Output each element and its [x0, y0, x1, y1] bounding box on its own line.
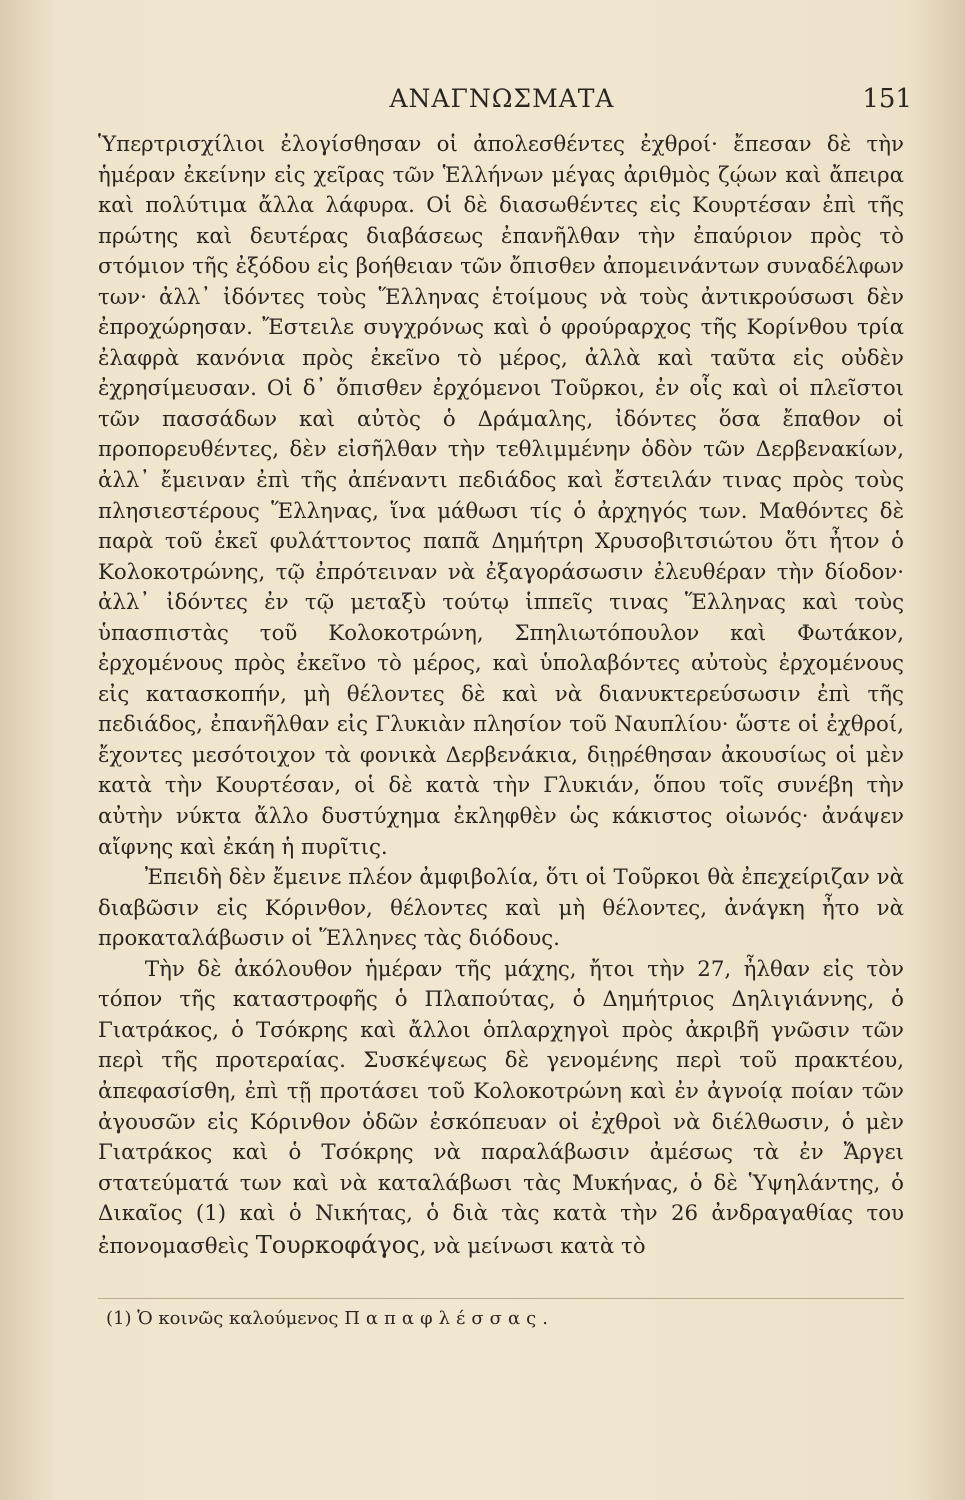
footnote: [106, 1306, 906, 1332]
paragraph-1: Ὑπερτρισχίλιοι ἐλογίσθησαν οἱ ἀπολεσθέντες ἐχθροί· ἔπεσαν δὲ τὴν ἡμέραν ἐκείνην εἰς χεῖρας τῶν Ἑλλήνων μέγας ἀριθμὸς ζῴων καὶ ἄπειρα καὶ πολύτιμα ἄλλα λάφυρα. Οἱ δὲ διασωθέντες εἰς Κουρτέσαν ἐπὶ τῆς πρώτης καὶ δευτέρας διαβάσεως ἐπανῆλθαν τὴν ἐπαύριον πρὸς τὸ στόμιον τῆς ἐξόδου εἰς βοήθειαν τῶν ὄπισθεν ἀπομεινάντων συναδέλφων των· ἀλλ᾽ ἰδόντες τοὺς Ἕλληνας ἑτοίμους νὰ τοὺς ἀντικρούσωσι δὲν ἐπροχώρησαν. Ἔστειλε συγχρόνως καὶ ὁ φρούραρχος τῆς Κορίνθου τρία ἐλαφρὰ κανόνια πρὸς ἐκεῖνο τὸ μέρος, ἀλλὰ καὶ ταῦτα εἰς οὐδὲν ἐχρησίμευσαν. Οἱ δ᾽ ὄπισθεν ἐρχόμενοι Τοῦρκοι, ἐν οἷς καὶ οἱ πλεῖστοι τῶν πασσάδων καὶ αὐτὸς ὁ Δράμαλης, ἰδόντες ὅσα ἔπαθον οἱ προπορευθέντες, δὲν εἰσῆλθαν τὴν τεθλιμμένην ὁδὸν τῶν Δερβενακίων, ἀλλ᾽ ἔμειναν ἐπὶ τῆς ἀπέναντι πεδιάδος καὶ ἔστειλάν τινας πρὸς τοὺς πλησιεστέρους Ἕλληνας, ἵνα μάθωσι τίς ὁ ἀρχηγός των. Μαθόντες δὲ παρὰ τοῦ ἐκεῖ φυλάττοντος παπᾶ Δημήτρη Χρυσοβιτσιώτου ὅτι ἦτον ὁ Κολοκοτρώνης, τῷ ἐπρότειναν νὰ ἐξαγοράσωσιν ἐλευθέραν τὴν δίοδον· ἀλλ᾽ ἰδόντες ἐν τῷ μεταξὺ τούτῳ ἱππεῖς τινας Ἕλληνας καὶ τοὺς ὑπασπιστὰς τοῦ Κολοκοτρώνη, Σπηλιωτόπουλον καὶ Φωτάκον, ἐρχομένους πρὸς ἐκεῖνο τὸ μέρος, καὶ ὑπολαβόντες αὐτοὺς ἐρχομένους εἰς κατασκοπήν, μὴ θέλοντες δὲ καὶ νὰ διανυκτερεύσωσιν ἐπὶ τῆς πεδιάδος, ἐπανῆλθαν εἰς Γλυκιὰν πλησίον τοῦ Ναυπλίου· ὥστε οἱ ἐχθροί, ἔχοντες μεσότοιχον τὰ φονικὰ Δερβενάκια, διῃρέθησαν ἀκουσίως οἱ μὲν κατὰ τὴν Κουρτέσαν, οἱ δὲ κατὰ τὴν Γλυκιάν, ὅπου τοῖς συνέβη τὴν αὐτὴν νύκτα ἄλλο δυστύχημα ἐκληφθὲν ὡς κάκιστος οἰωνός· ἀνάψεν αἴφνης καὶ ἐκάη ἡ πυρῖτις.: [98, 132, 904, 860]
footnote-name: Παπαφλέσσας.: [344, 1308, 554, 1329]
paragraph-3-text: Τὴν δὲ ἀκόλουθον ἡμέραν τῆς μάχης, ἤτοι τὴν 27, ἦλθαν εἰς τὸν τόπον τῆς καταστροφῆς ὁ Πλαπούτας, ὁ Δημήτριος Δηλιγιάννης, ὁ Γιατράκος, ὁ Τσόκρης καὶ ἄλλοι ὁπλαρχηγοὶ πρὸς ἀκριβῆ γνῶσιν τῶν περὶ τῆς προτεραίας. Συσκέψεως δὲ γενομένης περὶ τοῦ πρακτέου, ἀπεφασίσθη, ἐπὶ τῇ προτάσει τοῦ Κολοκοτρώνη καὶ ἐν ἀγνοίᾳ ποίαν τῶν ἀγουσῶν εἰς Κόρινθον ὁδῶν ἐσκόπευαν οἱ ἐχθροὶ νὰ διέλθωσιν, ὁ μὲν Γιατράκος καὶ ὁ Τσόκρης νὰ παραλάβωσιν ἀμέσως τὰ ἐν Ἄργει στατεύματά των καὶ νὰ καταλάβωσι τὰς Μυκήνας, ὁ δὲ Ὑψηλάντης, ὁ Δικαῖος (1) καὶ ὁ Νικήτας, ὁ διὰ τὰς κατὰ τὴν 26 ἀνδραγαθίας του ἐπονομασθεὶς: [98, 956, 904, 1259]
page-number: 151: [862, 84, 912, 114]
paragraph-3: [98, 955, 904, 1262]
footnote-divider: [98, 1298, 904, 1299]
footnote-text: Ὁ κοινῶς καλούμενος: [137, 1308, 339, 1329]
paragraph-3-tail: , νὰ μείνωσι κατὰ τὸ: [419, 1233, 646, 1259]
running-title: ΑΝΑΓΝΩΣΜΑΤΑ: [389, 84, 615, 113]
epithet-emphasis: Τουρκοφάγος: [255, 1230, 420, 1259]
footnote-marker: (1): [106, 1308, 132, 1329]
page-header: [92, 78, 912, 118]
body-text: [98, 130, 904, 1262]
paragraph-2: Ἐπειδὴ δὲν ἔμεινε πλέον ἀμφιβολία, ὅτι οἱ Τοῦρκοι θὰ ἐπεχείριζαν νὰ διαβῶσιν εἰς Κόρινθον, θέλοντες καὶ μὴ θέλοντες, ἀνάγκη ἦτο νὰ προκαταλάβωσιν οἱ Ἕλληνες τὰς διόδους.: [98, 865, 904, 952]
